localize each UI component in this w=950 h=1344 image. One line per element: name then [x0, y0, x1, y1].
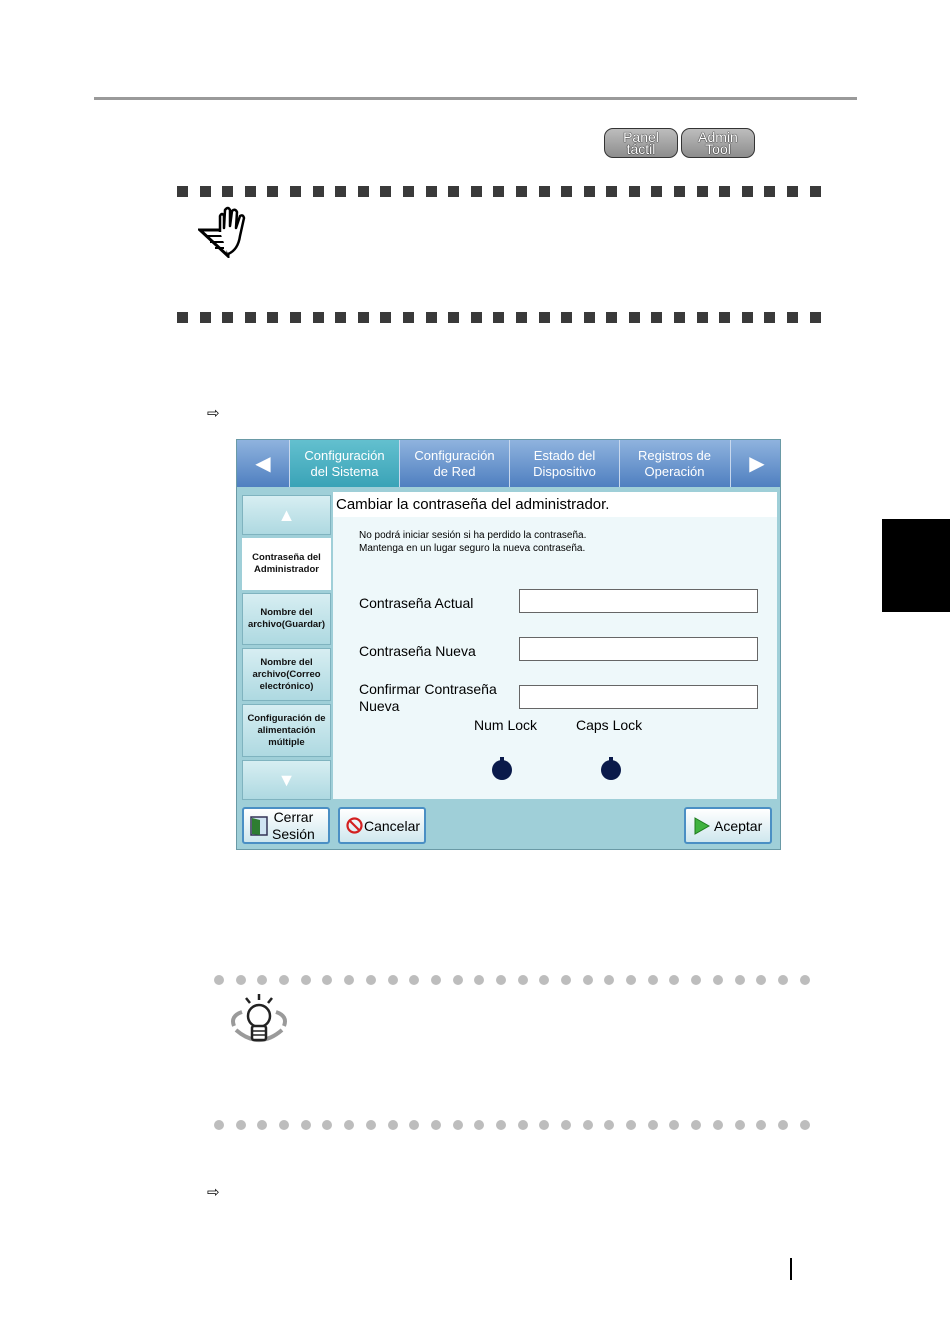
tab-label: Estado del: [533, 447, 596, 463]
confirm-label-line: Nueva: [359, 698, 400, 714]
num-lock-label: Num Lock: [474, 717, 538, 733]
door-icon: [250, 816, 268, 836]
sidebar-item-multifeed[interactable]: [242, 704, 331, 757]
logout-button[interactable]: [242, 807, 330, 844]
hint-border-top: [214, 975, 810, 985]
notice-line: Mantenga en un lugar seguro la nueva contraseña.: [359, 543, 586, 554]
current-password-label: Contraseña Actual: [359, 595, 474, 611]
arrow-right-outline-icon: ⇨: [207, 1184, 220, 1201]
content-pane: [333, 492, 777, 799]
tab-label: Configuración: [304, 447, 385, 463]
sidebar-item-admin-password[interactable]: [242, 538, 331, 590]
logout-label: Sesión: [272, 825, 315, 842]
sidebar-item-label: archivo(Guardar): [247, 619, 326, 630]
tab-label: Operación: [644, 463, 705, 479]
tab-next-button[interactable]: ▶: [730, 440, 781, 487]
tab-label: de Red: [433, 463, 476, 479]
sidebar-item-label: Administrador: [254, 564, 319, 575]
admin-password-screen: [236, 439, 781, 850]
tab-label: Dispositivo: [533, 463, 596, 479]
confirm-password-label: [359, 681, 497, 715]
badge-line: Tool: [705, 141, 731, 157]
confirm-password-field[interactable]: [519, 685, 758, 709]
sidebar-item-label: Nombre del: [260, 656, 313, 668]
caps-lock-indicator-icon: [600, 757, 622, 781]
hint-border-bottom: [214, 1120, 810, 1130]
sidebar-item-label: Nombre del: [260, 607, 313, 618]
new-password-field[interactable]: [519, 637, 758, 661]
cancel-button[interactable]: [338, 807, 426, 844]
badge-line: Admin: [698, 129, 738, 145]
num-lock-indicator-icon: [491, 757, 513, 781]
sidebar-item-label: electrónico): [259, 680, 314, 692]
sidebar-item-label: alimentación: [257, 724, 316, 736]
sidebar-item-filename-save[interactable]: [242, 593, 331, 645]
sidebar-item-filename-email[interactable]: [242, 648, 331, 701]
sidebar-item-label: archivo(Correo: [252, 668, 321, 680]
caps-lock-label: Caps Lock: [576, 717, 643, 733]
badge-panel-tactil: [604, 128, 678, 158]
cancel-label: Cancelar: [364, 817, 421, 834]
caution-border-top: [177, 186, 821, 197]
current-password-field[interactable]: [519, 589, 758, 613]
badge-admin-tool: [681, 128, 755, 158]
confirm-label-line: Confirmar Contraseña: [359, 681, 497, 697]
hand-caution-icon: [198, 206, 258, 258]
tab-label: Registros de: [638, 447, 711, 463]
tab-label: Configuración: [414, 447, 495, 463]
sidebar-scroll-up-button[interactable]: ▲: [242, 495, 331, 535]
content-title: Cambiar la contraseña del administrador.: [333, 492, 777, 517]
password-notice: [359, 529, 586, 555]
sidebar-item-label: Contraseña del: [252, 552, 321, 563]
logout-label: Cerrar: [273, 808, 314, 825]
tab-label: del Sistema: [310, 463, 379, 479]
badge-line: Panel: [623, 129, 659, 145]
sidebar-item-label: Configuración de: [247, 712, 326, 724]
tab-bar: [237, 440, 781, 487]
tab-device-status[interactable]: [509, 440, 619, 487]
accept-button[interactable]: [684, 807, 772, 844]
sidebar-item-label: múltiple: [268, 736, 305, 748]
new-password-label: Contraseña Nueva: [359, 643, 476, 659]
tab-prev-button[interactable]: ◀: [255, 453, 271, 475]
chapter-tab: [882, 519, 950, 612]
notice-line: No podrá iniciar sesión si ha perdido la contraseña.: [359, 530, 587, 541]
arrow-right-outline-icon: ⇨: [207, 405, 220, 422]
lightbulb-hint-icon: [228, 992, 290, 1050]
tab-operation-logs[interactable]: [619, 440, 729, 487]
tab-network-config[interactable]: [399, 440, 509, 487]
caution-border-bottom: [177, 312, 821, 323]
play-icon: [694, 817, 710, 835]
prohibited-icon: [346, 817, 363, 834]
accept-label: Aceptar: [714, 817, 763, 834]
badge-line: táctil: [626, 141, 656, 157]
top-rule: [94, 97, 857, 100]
sidebar-scroll-down-button[interactable]: ▼: [242, 760, 331, 800]
tab-system-config[interactable]: [289, 440, 399, 487]
page-number-bar: [790, 1258, 792, 1280]
